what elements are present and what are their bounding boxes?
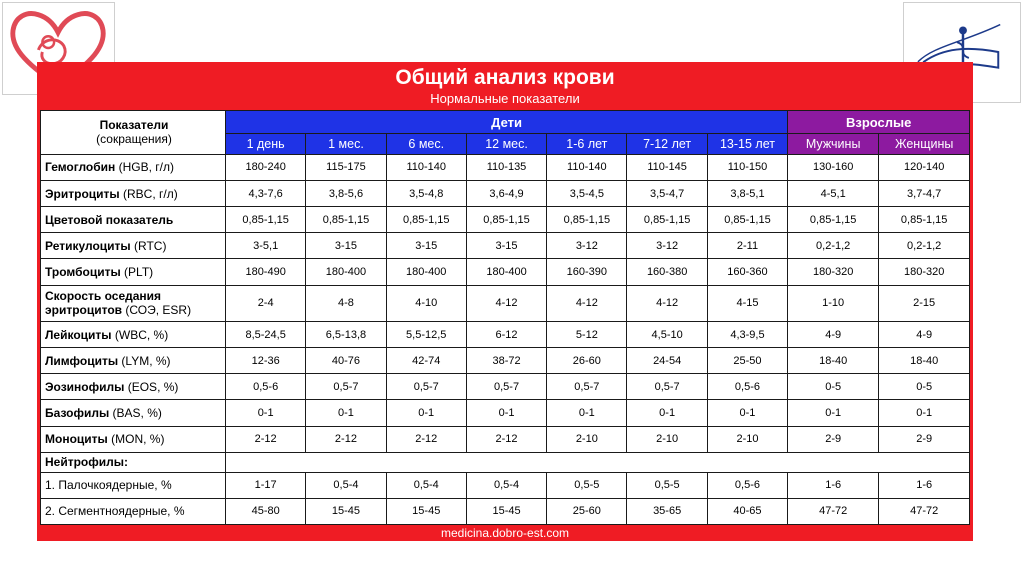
table-cell: 4-12 (627, 285, 707, 322)
column-header-children: 1-6 лет (547, 134, 627, 155)
table-row (41, 472, 970, 498)
table-cell: 1-17 (226, 472, 306, 498)
table-cell: 4,5-10 (627, 322, 707, 348)
table-cell: 2-12 (466, 426, 546, 452)
table-cell: 1-6 (879, 472, 970, 498)
table-cell: 2-4 (226, 285, 306, 322)
indicator-name: Эозинофилы (EOS, %) (41, 374, 226, 400)
table-cell: 3-15 (466, 233, 546, 259)
table-cell: 2-10 (707, 426, 787, 452)
table-cell: 2-12 (386, 426, 466, 452)
table-cell: 15-45 (386, 498, 466, 524)
table-row (41, 181, 970, 207)
table-cell: 3,5-4,7 (627, 181, 707, 207)
table-cell: 0-5 (879, 374, 970, 400)
adults-group-header: Взрослые (788, 111, 970, 134)
table-cell: 0,85-1,15 (788, 207, 879, 233)
table-cell: 3,5-4,5 (547, 181, 627, 207)
indicator-name: Гемоглобин (HGB, г/л) (41, 154, 226, 180)
table-cell: 4-8 (306, 285, 386, 322)
indicator-name: Тромбоциты (PLT) (41, 259, 226, 285)
reference-values-table (40, 110, 970, 525)
column-header-children: 6 мес. (386, 134, 466, 155)
table-cell: 40-76 (306, 348, 386, 374)
table-cell: 0,85-1,15 (466, 207, 546, 233)
table-cell: 0,85-1,15 (226, 207, 306, 233)
table-row (41, 233, 970, 259)
table-cell: 1-10 (788, 285, 879, 322)
table-cell: 25-50 (707, 348, 787, 374)
table-cell: 4-12 (547, 285, 627, 322)
table-cell: 2-15 (879, 285, 970, 322)
table-cell: 160-390 (547, 259, 627, 285)
table-cell: 0-1 (627, 400, 707, 426)
table-cell: 180-490 (226, 259, 306, 285)
table-cell: 0,5-4 (306, 472, 386, 498)
table-cell: 12-36 (226, 348, 306, 374)
column-header-children: 12 мес. (466, 134, 546, 155)
table-cell: 3,8-5,1 (707, 181, 787, 207)
table-cell: 0-1 (386, 400, 466, 426)
table-row (41, 400, 970, 426)
table-cell: 8,5-24,5 (226, 322, 306, 348)
table-cell: 0-1 (879, 400, 970, 426)
table-cell: 0,5-4 (466, 472, 546, 498)
table-cell: 0,5-6 (226, 374, 306, 400)
table-cell: 0,85-1,15 (627, 207, 707, 233)
table-cell: 0,5-6 (707, 374, 787, 400)
table-cell: 3-12 (627, 233, 707, 259)
table-row (41, 452, 970, 472)
table-cell: 4,3-7,6 (226, 181, 306, 207)
table-cell: 3-12 (547, 233, 627, 259)
indicator-name: Моноциты (MON, %) (41, 426, 226, 452)
table-cell: 5-12 (547, 322, 627, 348)
table-cell: 18-40 (879, 348, 970, 374)
table-cell: 3-15 (386, 233, 466, 259)
table-cell: 3-15 (306, 233, 386, 259)
indicator-name: Лимфоциты (LYM, %) (41, 348, 226, 374)
table-cell: 6-12 (466, 322, 546, 348)
table-cell: 0,2-1,2 (879, 233, 970, 259)
table-cell: 42-74 (386, 348, 466, 374)
table-row (41, 322, 970, 348)
table-cell: 180-320 (879, 259, 970, 285)
table-row (41, 426, 970, 452)
table-cell: 3,6-4,9 (466, 181, 546, 207)
table-cell: 3,8-5,6 (306, 181, 386, 207)
table-cell: 1-6 (788, 472, 879, 498)
table-cell: 120-140 (879, 154, 970, 180)
table-cell: 0,85-1,15 (879, 207, 970, 233)
table-cell: 115-175 (306, 154, 386, 180)
table-cell: 0-1 (466, 400, 546, 426)
table-cell: 4-9 (879, 322, 970, 348)
indicator-name: Базофилы (BAS, %) (41, 400, 226, 426)
table-cell: 160-360 (707, 259, 787, 285)
table-cell: 0,5-5 (627, 472, 707, 498)
table-cell: 40-65 (707, 498, 787, 524)
table-cell: 0-5 (788, 374, 879, 400)
table-cell: 180-400 (386, 259, 466, 285)
table-cell: 25-60 (547, 498, 627, 524)
indicator-name: Скорость оседания эритроцитов (СОЭ, ESR) (41, 285, 226, 322)
table-cell: 0,85-1,15 (386, 207, 466, 233)
table-row (41, 285, 970, 322)
table-cell: 110-135 (466, 154, 546, 180)
indicator-name: Лейкоциты (WBC, %) (41, 322, 226, 348)
table-cell: 2-12 (306, 426, 386, 452)
table-cell: 0,5-7 (466, 374, 546, 400)
table-cell: 110-150 (707, 154, 787, 180)
table-cell: 0,5-7 (547, 374, 627, 400)
table-cell: 0,5-7 (627, 374, 707, 400)
source-url: medicina.dobro-est.com (440, 526, 570, 540)
table-cell: 5,5-12,5 (386, 322, 466, 348)
table-cell: 0,2-1,2 (788, 233, 879, 259)
table-cell: 38-72 (466, 348, 546, 374)
indicator-name: Нейтрофилы: (41, 452, 226, 472)
table-cell: 110-145 (627, 154, 707, 180)
table-cell: 4-15 (707, 285, 787, 322)
table-row (41, 154, 970, 180)
table-cell: 0,85-1,15 (547, 207, 627, 233)
table-cell: 15-45 (466, 498, 546, 524)
indicator-name: 1. Палочкоядерные, % (41, 472, 226, 498)
table-cell: 0-1 (547, 400, 627, 426)
table-cell: 2-12 (226, 426, 306, 452)
table-cell: 2-10 (547, 426, 627, 452)
table-cell: 35-65 (627, 498, 707, 524)
column-header-children: 7-12 лет (627, 134, 707, 155)
table-cell: 110-140 (386, 154, 466, 180)
table-cell: 0,5-7 (306, 374, 386, 400)
table-row (41, 259, 970, 285)
table-cell: 130-160 (788, 154, 879, 180)
table-header-group-row (41, 111, 970, 134)
indicator-name: Эритроциты (RBC, г/л) (41, 181, 226, 207)
table-cell: 0-1 (306, 400, 386, 426)
table-cell: 0,85-1,15 (707, 207, 787, 233)
table-cell: 0,5-6 (707, 472, 787, 498)
table-row (41, 498, 970, 524)
page-subtitle: Нормальные показатели (430, 91, 580, 106)
table-cell: 0,5-4 (386, 472, 466, 498)
table-cell: 0-1 (707, 400, 787, 426)
table-cell: 4,3-9,5 (707, 322, 787, 348)
table-cell: 2-9 (788, 426, 879, 452)
table-row (41, 348, 970, 374)
table-cell: 2-10 (627, 426, 707, 452)
indicator-name: Ретикулоциты (RTC) (41, 233, 226, 259)
indicator-name: Цветовой показатель (41, 207, 226, 233)
table-cell: 180-320 (788, 259, 879, 285)
table-cell: 47-72 (879, 498, 970, 524)
table-cell: 0,5-5 (547, 472, 627, 498)
table-cell: 2-9 (879, 426, 970, 452)
table-cell: 180-240 (226, 154, 306, 180)
table-cell: 6,5-13,8 (306, 322, 386, 348)
table-cell: 3,5-4,8 (386, 181, 466, 207)
table-cell: 0-1 (226, 400, 306, 426)
table-cell: 0,85-1,15 (306, 207, 386, 233)
table-cell: 24-54 (627, 348, 707, 374)
table-cell: 45-80 (226, 498, 306, 524)
page-title: Общий анализ крови (395, 66, 615, 89)
table-cell: 110-140 (547, 154, 627, 180)
table-cell: 180-400 (306, 259, 386, 285)
table-cell: 2-11 (707, 233, 787, 259)
table-cell: 4-10 (386, 285, 466, 322)
table-row (41, 207, 970, 233)
table-cell: 180-400 (466, 259, 546, 285)
column-header-children: 1 мес. (306, 134, 386, 155)
section-spacer (226, 452, 970, 472)
table-cell: 4-5,1 (788, 181, 879, 207)
table-row (41, 374, 970, 400)
column-header-children: 13-15 лет (707, 134, 787, 155)
table-cell: 18-40 (788, 348, 879, 374)
indicators-header: Показатели (сокращения) (41, 111, 226, 155)
table-cell: 4-9 (788, 322, 879, 348)
table-cell: 4-12 (466, 285, 546, 322)
children-group-header: Дети (226, 111, 788, 134)
blood-test-panel (37, 62, 973, 541)
table-cell: 160-380 (627, 259, 707, 285)
table-cell: 3-5,1 (226, 233, 306, 259)
table-cell: 47-72 (788, 498, 879, 524)
table-cell: 26-60 (547, 348, 627, 374)
indicator-name: 2. Сегментноядерные, % (41, 498, 226, 524)
table-cell: 3,7-4,7 (879, 181, 970, 207)
table-cell: 15-45 (306, 498, 386, 524)
table-cell: 0-1 (788, 400, 879, 426)
column-header-adults: Женщины (879, 134, 970, 155)
table-cell: 0,5-7 (386, 374, 466, 400)
column-header-adults: Мужчины (788, 134, 879, 155)
column-header-children: 1 день (226, 134, 306, 155)
